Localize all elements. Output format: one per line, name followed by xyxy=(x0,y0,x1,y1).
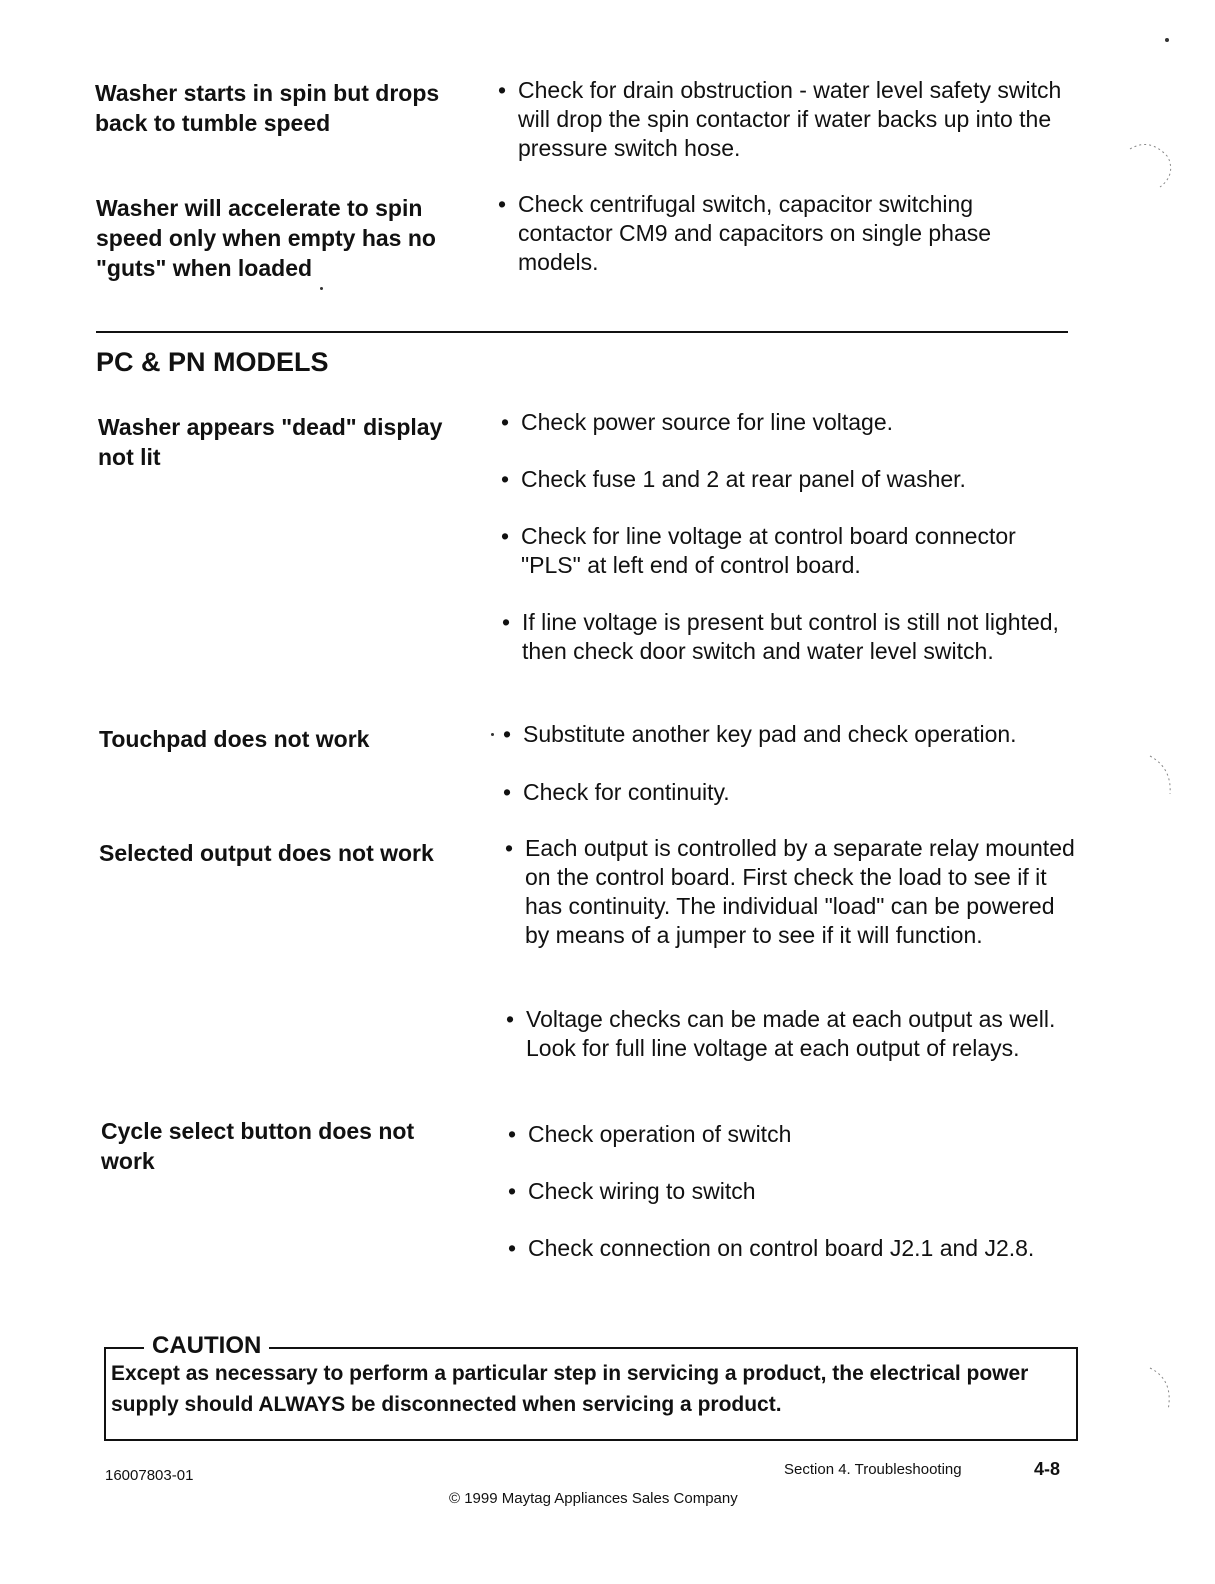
section-heading: PC & PN MODELS xyxy=(96,347,329,377)
problem-selected-output: Selected output does not work xyxy=(99,840,434,866)
punch-hole-mark-1 xyxy=(1120,135,1180,195)
check-continuity: • Check for continuity. xyxy=(503,778,1093,807)
check-centrifugal-switch: • Check centrifugal switch, capacitor switching contactor CM9 and capacitors on single phase models. xyxy=(498,190,1058,277)
check-switch-wiring: • Check wiring to switch xyxy=(508,1177,1088,1206)
check-control-board-connection: • Check connection on control board J2.1 and J2.8. xyxy=(508,1234,1098,1263)
problem-cycle-select: Cycle select button does not work xyxy=(101,1118,415,1174)
punch-hole-mark-3 xyxy=(1140,1362,1185,1417)
section-divider xyxy=(96,331,1068,333)
problem-spin-drops: Washer starts in spin but drops back to tumble speed xyxy=(95,80,440,136)
check-substitute-keypad: • Substitute another key pad and check operation. xyxy=(503,720,1093,749)
scan-speck xyxy=(1165,38,1169,42)
check-door-switch: • If line voltage is present but control is still not lighted, then check door switch and water level switch. xyxy=(502,608,1067,666)
page-number: 4-8 xyxy=(1034,1459,1061,1479)
scan-speck xyxy=(320,287,323,290)
section-label: Section 4. Troubleshooting xyxy=(784,1461,962,1478)
check-voltage-each-output: • Voltage checks can be made at each output as well. Look for full line voltage at each output of relays. xyxy=(506,1005,1071,1063)
problem-washer-dead: Washer appears "dead" display not lit xyxy=(98,414,443,470)
check-switch-operation: • Check operation of switch xyxy=(508,1120,1088,1149)
scan-speck xyxy=(491,733,494,736)
caution-title: CAUTION xyxy=(144,1332,269,1360)
caution-text: Except as necessary to perform a particular step in servicing a product, the electrical power supply should ALWAYS be disconnected when servicing a product. xyxy=(111,1362,1029,1416)
punch-hole-mark-2 xyxy=(1140,750,1185,805)
check-power-source: • Check power source for line voltage. xyxy=(501,408,1091,437)
problem-touchpad: Touchpad does not work xyxy=(99,726,370,752)
check-line-voltage-pls: • Check for line voltage at control board connector "PLS" at left end of control board. xyxy=(501,522,1081,580)
check-relay-output: • Each output is controlled by a separate relay mounted on the control board. First check the load to see if it has continuity. The individual "load" can be powered by means of a jumper to see if it will function. xyxy=(505,834,1075,950)
problem-spin-when-empty: Washer will accelerate to spin speed only when empty has no "guts" when loaded xyxy=(96,195,436,281)
doc-number: 16007803-01 xyxy=(105,1467,194,1484)
check-drain-obstruction: • Check for drain obstruction - water level safety switch will drop the spin contactor if water backs up into the pressure switch hose. xyxy=(498,76,1088,163)
copyright: © 1999 Maytag Appliances Sales Company xyxy=(449,1490,738,1507)
check-fuse: • Check fuse 1 and 2 at rear panel of washer. xyxy=(501,465,1091,494)
